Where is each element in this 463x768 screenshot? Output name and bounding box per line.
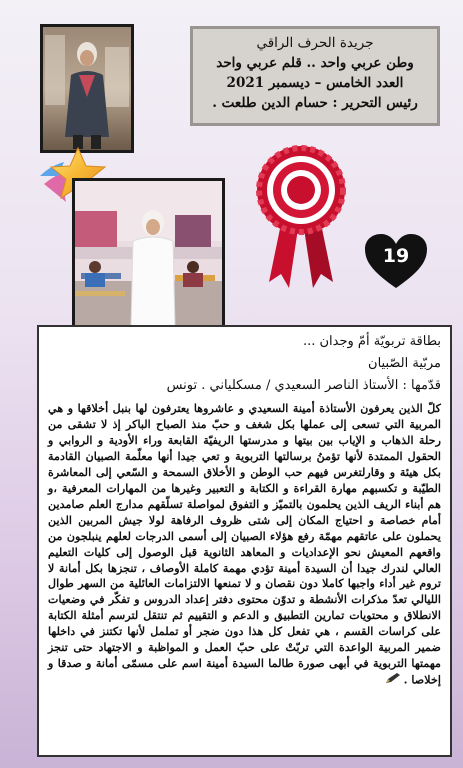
article-body-text: كلّ الذين يعرفون الأستاذة أمينة السعيدي و عاشروها يعترفون لها بنبل أخلاقها و هي المربية التي تسعى إلى عملها بكل شغف و حبّ منذ الصباح الباكر إذ لا تشقى من رحلة الذهاب و الإياب بين بيتها و مدرستها الريفيّة القابعة وراء الأودية و الروابي و الحقول الممتدة لأنها تؤمنُ برسالتها التربوية و تعي جيدا أنها معلّمة الصبيان القادمة بكل هيئة و وقارلتغرس فيهم حب الوطن و الأخلاق السمحة و السّعي إلى المعاشرة الطيّبة و تكسبهم مهارة القراءة و الكتابة و التعبير وغيرها من المهارات المعرفية ،و هم أبناء الريف الذين يحلمون بالتميّز و التفوق لمواصلة تسلّقهم مدارج العلم صامدين أمام خصاصة و احتياج المكان إلى شتى ظروف الرفاهة لولا جيش المربين الذين يحملون على عاتقهم مهمّة رفع هؤلاء الصبيان إلى أسمى الدرجات لعلهم ينبلجون من واقعهم المعيش نحو الإعداديات و المعاهد الثانوية قبل الوصول إلى كليات التعليم العالي لندرك جيدا أن السيدة أمينة تؤدي مهمة كاملة الأوصاف ، تنجزها بكل أمانة لا تروم غير أداء واجبها كاملا دون نقصان و لا تمنعها الالتزامات العائلية من السهر طوال الليالي تعدّ مذكرات الأنشطة و تدوّن محتوى دفتر إعداد الدروس و تفكّر في وضعيات الانطلاق و محتويات تمارين التطبيق و الدعم و التقييم ثم تنتقل لترسم أمثلة الكتابة على كراسات القسم ، هي تفعل كل هذا دون ضجر أو تململ لأنها تكتنز في داخلها ضمير المربية الواعدة التي تربّتْ على حبّ العمل و المواظبة و الاجتهاد حتى تنجز مهمتها التربوية في أبهى صورة طالما السيدة أمينة اسم على مسمّى أمانة و صدقا و إخلاصا . — [48, 401, 441, 687]
editor-in-chief: رئيس التحرير : حسام الدين طلعت . — [212, 95, 418, 111]
article-byline: قدّمها : الأستاذ الناصر السعيدي / مسكلياني . تونس — [166, 378, 441, 393]
newspaper-masthead — [190, 26, 440, 126]
newspaper-slogan: وطن عربي واحد .. قلم عربي واحد — [216, 55, 414, 71]
article-subtitle: مربّية الصّبيان — [368, 356, 441, 371]
rosette-icon — [253, 142, 349, 292]
newspaper-name: جريدة الحرف الراقي — [256, 35, 374, 51]
article-box — [37, 325, 452, 757]
issue-info: العدد الخامس – ديسمبر 2021 — [226, 75, 404, 91]
teacher-portrait-photo — [40, 24, 134, 153]
article-heading: بطاقة تربويّة أمّ وجدان ... — [302, 334, 441, 349]
page-number: 19 — [382, 245, 410, 267]
article-body — [48, 401, 441, 689]
pen-icon — [385, 672, 401, 689]
